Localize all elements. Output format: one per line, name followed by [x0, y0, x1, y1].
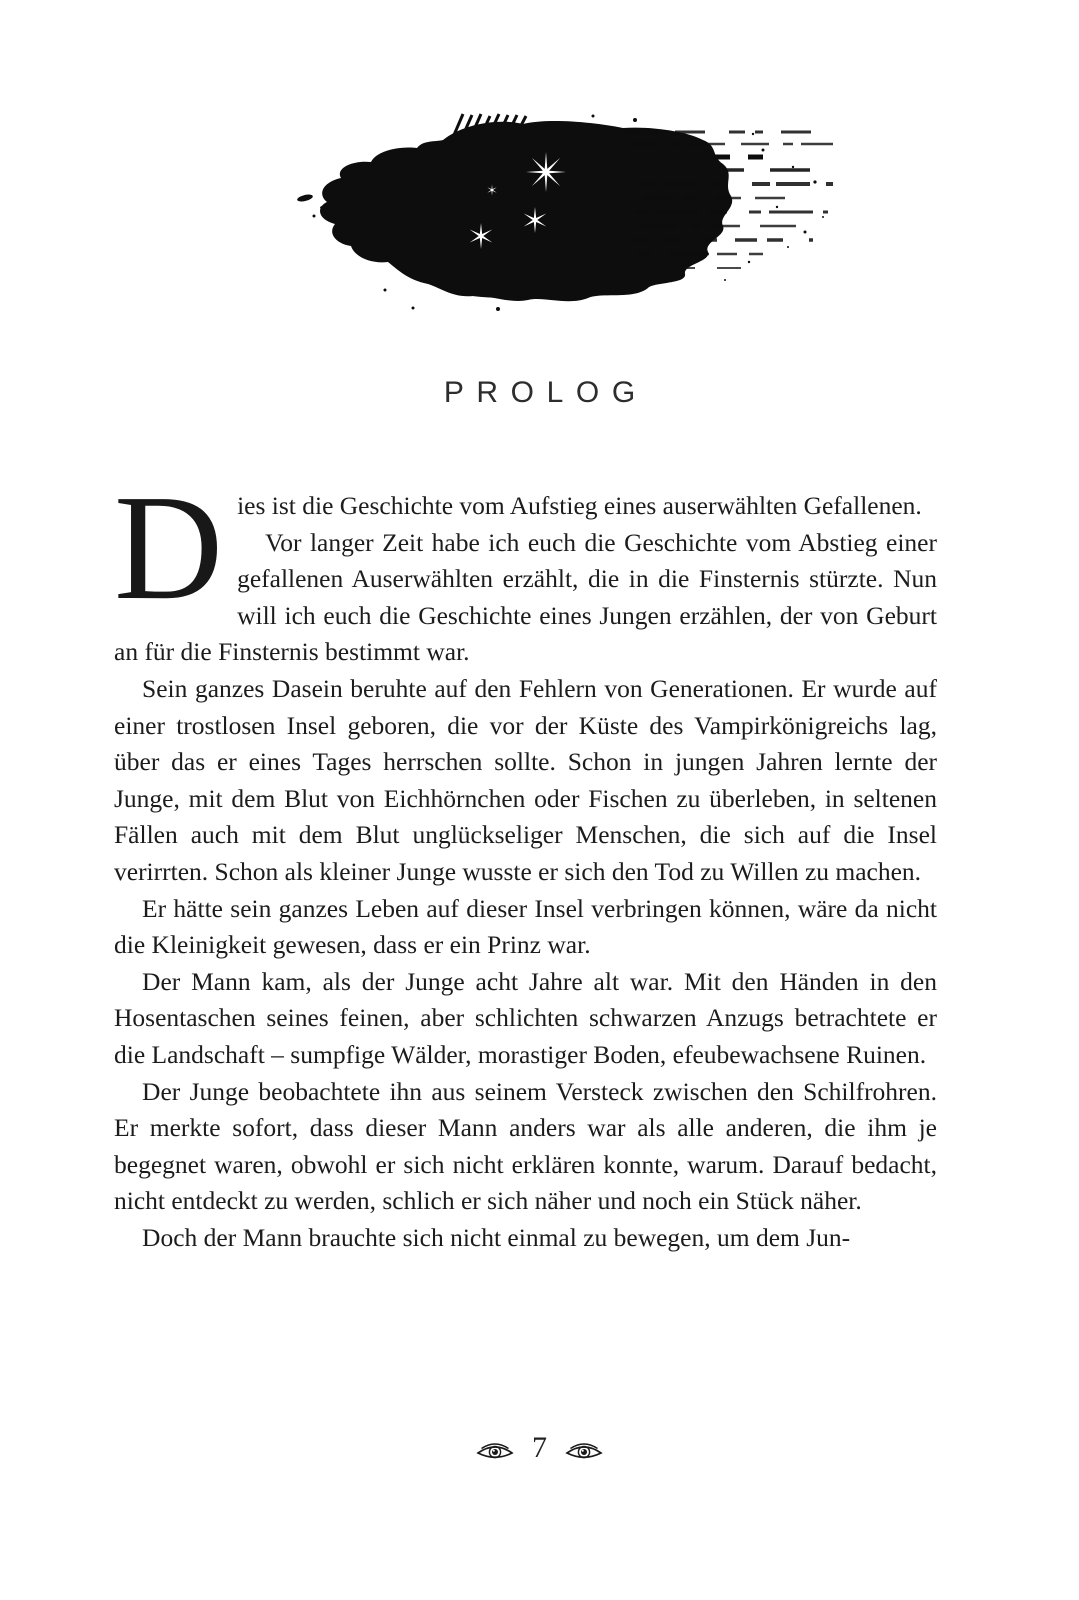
paragraph: Doch der Mann brauchte sich nicht einmal zu bewegen, um dem Jun- — [142, 1222, 851, 1252]
eye-icon — [564, 1438, 604, 1464]
paragraph: Sein ganzes Dasein beruhte auf den Fehlern von Generationen. Er wurde auf einer trostlosen Insel geboren, die vor der Küste des Vampirkönigreichs lag, über das er eines Tages herrschen sollte. Schon in jungen Jahren lernte der Junge, mit dem Blut von Eichhörnchen oder Fischen zu überleben, in seltenen Fällen auch mit dem Blut unglückseliger Menschen, die sich auf die Insel verirrten. Schon als kleiner Junge wusste er sich den Tod zu Willen zu machen. — [114, 673, 937, 886]
paragraph: Der Mann kam, als der Junge acht Jahre alt war. Mit den Händen in den Hosentaschen seines feinen, aber schlichten schwarzen Anzugs betrachtete er die Landschaft – sumpfige Wälder, morastiger Boden, efeubewachsene Ruinen. — [114, 966, 937, 1069]
sparkle-star-8pt-icon — [526, 152, 566, 192]
page-number: 7 — [532, 1431, 547, 1464]
chapter-title: PROLOG — [443, 376, 648, 409]
paragraph: ies ist die Geschichte vom Aufstieg eines auserwählten Gefallenen. — [237, 491, 922, 520]
drop-cap: D — [114, 463, 224, 631]
paragraph: Er hätte sein ganzes Leben auf dieser Insel verbringen können, wäre da nicht die Kleinigkeit gewesen, dass er ein Prinz war. — [114, 893, 937, 960]
page-footer — [0, 1431, 1079, 1466]
body-text — [114, 463, 937, 1256]
ink-speckles — [724, 133, 824, 281]
brush-stroke-ornament — [293, 112, 838, 312]
eye-icon — [475, 1438, 515, 1464]
paragraph: Vor langer Zeit habe ich euch die Geschichte vom Abstieg einer gefallenen Auserwählten erzählt, die in die Finsternis stürzte. Nun will ich euch die Geschichte eines Jungen erzählen, der von Geburt an für die Finsternis bestimmt war. — [114, 527, 937, 667]
paragraph: Der Junge beobachtete ihn aus seinem Versteck zwischen den Schilfrohren. Er merkte sofort, dass dieser Mann anders war als alle anderen, die ihm je begegnet waren, obwohl er sich nicht erklären konnte, warum. Darauf bedacht, nicht entdeckt zu werden, schlich er sich näher und noch ein Stück näher. — [114, 1076, 937, 1216]
